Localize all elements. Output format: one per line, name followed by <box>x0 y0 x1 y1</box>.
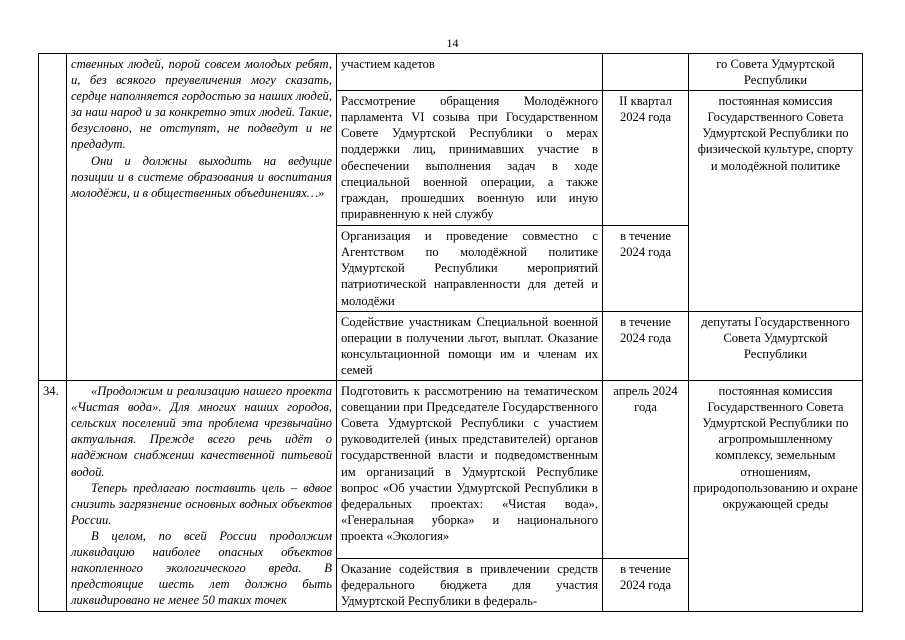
event-cell: Содействие участникам Специальной военной операции в получении льгот, выплат. Оказание консультационной помощи им и членам их семей <box>337 311 603 380</box>
term-cell: апрель 2024 года <box>603 381 689 559</box>
term-cell <box>603 54 689 91</box>
quote-paragraph: Они и должны выходить на ведущие позиции и в системе образования и воспитания молодёжи, и в общественных объединениях…» <box>71 153 332 200</box>
row-number-cell <box>39 54 67 381</box>
page-number: 14 <box>446 36 459 50</box>
quote-paragraph: Теперь предлагаю поставить цель – вдвое снизить загрязнение основных водных объектов России. <box>71 480 332 527</box>
event-cell: Организация и проведение совместно с Агентством по молодёжной политике Удмуртской Республики мероприятий патриотической направленности для детей и молодёжи <box>337 226 603 311</box>
term-cell: II квартал 2024 года <box>603 91 689 226</box>
table-row <box>39 54 863 91</box>
quote-cell <box>67 381 337 612</box>
responsible-cell: постоянная комиссия Государственного Совета Удмуртской Республики по агропромышленному комплексу, земельным отношениям, природопользованию и охране окружающей среды <box>689 381 863 612</box>
quote-paragraph: ственных людей, порой совсем молодых ребят, и, без всякого преувеличения могу сказать, сердце наполняется гордостью за наших людей, за наш народ и за конкретно этих людей. Такие, безусловно, не отступят, не подведут и не предадут. <box>71 57 332 152</box>
quote-paragraph: В целом, по всей России продолжим ликвидацию наиболее опасных объектов накопленного экологического вреда. В предстоящие шесть лет должно быть ликвидировано не менее 50 таких точек <box>71 528 332 608</box>
event-cell: Оказание содействия в привлечении средств федерального бюджета для участия Удмуртской Республики в федераль- <box>337 559 603 612</box>
responsible-cell: го Совета Удмуртской Республики <box>689 54 863 91</box>
event-cell: Подготовить к рассмотрению на тематическом совещании при Председателе Государственного Совета Удмуртской Республики с участием руководителей (иных представителей) органов государственной власти и подведомственным им организаций в Удмуртской Республике вопрос «Об участии Удмуртской Республики в федеральных проектах: «Чистая вода», «Генеральная уборка» и национального проекта «Экология» <box>337 381 603 559</box>
table-row <box>39 381 863 559</box>
event-cell: участием кадетов <box>337 54 603 91</box>
row-number-cell: 34. <box>39 381 67 612</box>
term-cell: в течение 2024 года <box>603 226 689 311</box>
event-cell: Рассмотрение обращения Молодёжного парламента VI созыва при Государственном Совете Удмуртской Республики о мерах поддержки лиц, принимавших участие в обеспечении выполнения задач в ходе специальной военной операции, а также граждан, прошедших военную или иную приравненную к ней службу <box>337 91 603 226</box>
quote-cell <box>67 54 337 381</box>
responsible-cell: депутаты Государственного Совета Удмуртской Республики <box>689 311 863 380</box>
term-cell: в течение 2024 года <box>603 311 689 380</box>
quote-paragraph: «Продолжим и реализацию нашего проекта «Чистая вода». Для многих наших городов, сельских поселений эта проблема чрезвычайно актуальная. Прежде всего речь идёт о надёжном снабжении качественной питьевой водой. <box>71 384 332 479</box>
plan-table <box>38 53 863 612</box>
responsible-cell: постоянная комиссия Государственного Совета Удмуртской Республики по физической культуре, спорту и молодёжной политике <box>689 91 863 311</box>
term-cell: в течение 2024 года <box>603 559 689 612</box>
